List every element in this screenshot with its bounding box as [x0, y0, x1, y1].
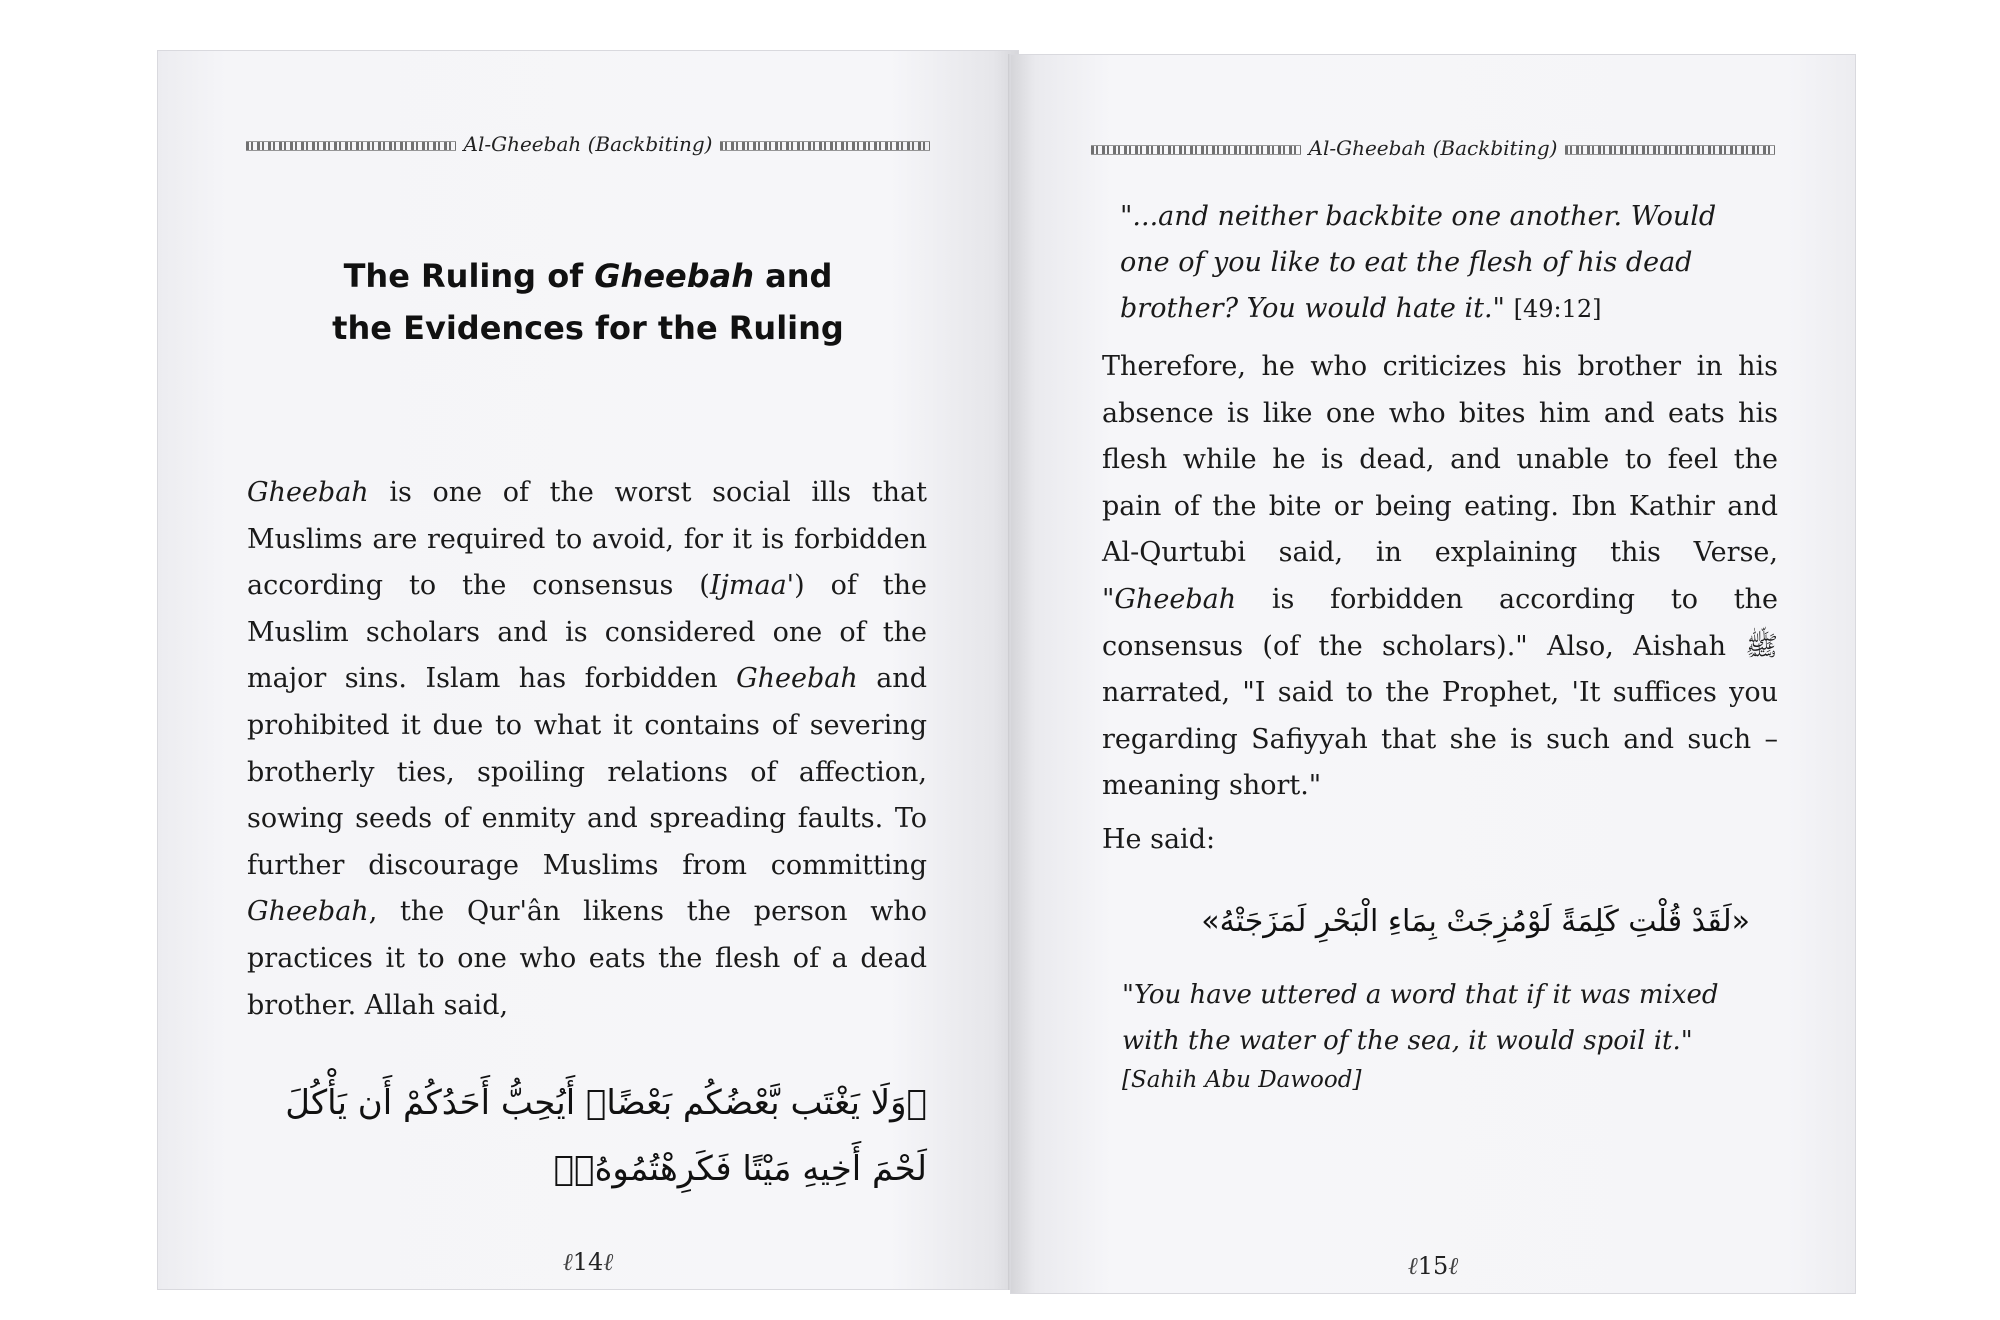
title-line-2: the Evidences for the Ruling [332, 309, 844, 347]
ornament-divider [1565, 145, 1775, 155]
he-said-label: He said: [1102, 824, 1216, 855]
hadith-source: [Sahih Abu Dawood] [1122, 1067, 1362, 1093]
right-body-paragraph: Therefore, he who criticizes his brother in his absence is like one who bites him and eats his flesh while he is dead, and unable to feel the pain of the bite or being eating. Ibn Kathir and Al-Qurtubi said, in explaining this Verse, "Gheebah is forbidden according to the consensus (of the scholars)." Also, Aishah ﷺ narrated, "I said to the Prophet, 'It suffices you regarding Safiyyah that she is such and such – meaning short." [1102, 351, 1778, 802]
running-head-right: Al-Gheebah (Backbiting) [1010, 136, 1856, 160]
folio-swash-icon: ℓ [1407, 1252, 1418, 1280]
ornament-divider [246, 141, 456, 151]
chapter-title [157, 250, 1019, 354]
verse-reference: [49:12] [1513, 295, 1602, 323]
quran-translation-quote: "...and neither backbite one another. Would one of you like to eat the flesh of his dead brother? You would hate it." [49:12] [1120, 201, 1717, 324]
hadith-translation: "You have uttered a word that if it was mixed with the water of the sea, it would spoil it." [1122, 980, 1719, 1056]
page-number-left: ℓ14ℓ [562, 1248, 614, 1276]
folio-swash-icon: ℓ [603, 1248, 614, 1276]
right-page [1010, 54, 1856, 1294]
ornament-divider [1091, 145, 1301, 155]
quran-arabic-verse [247, 1070, 927, 1202]
left-page [157, 50, 1019, 1290]
title-line-1: The Ruling of Gheebah and [343, 257, 833, 295]
page-number-right: ℓ15ℓ [1407, 1252, 1459, 1280]
arabic-line-2: لَحْمَ أَخِيهِ مَيْتًا فَكَرِهْتُمُوهُۚ﴾ [553, 1149, 927, 1189]
running-head-left: Al-Gheebah (Backbiting) [157, 132, 1019, 156]
left-body-paragraph: Gheebah is one of the worst social ills that Muslims are required to avoid, for it is forbidden according to the consensus (Ijmaa') of the Muslim scholars and is considered one of the major sins. Islam has forbidden Gheebah and prohibited it due to what it contains of severing brotherly ties, spoiling relations of affection, sowing seeds of enmity and spreading faults. To further discourage Muslims from committing Gheebah, the Qur'ân likens the person who practices it to one who eats the flesh of a dead brother. Allah said, [247, 477, 928, 1021]
hadith-arabic: «لَقَدْ قُلْتِ كَلِمَةً لَوْمُزِجَتْ بِمَاءِ الْبَحْرِ لَمَزَجَتْهُ» [1201, 904, 1750, 939]
arabic-line-1: ﴿وَلَا يَغْتَب بَّعْضُكُم بَعْضًاۚ أَيُحِبُّ أَحَدُكُمْ أَن يَأْكُلَ [285, 1083, 927, 1123]
folio-swash-icon: ℓ [562, 1248, 573, 1276]
ornament-divider [720, 141, 930, 151]
folio-swash-icon: ℓ [1448, 1252, 1459, 1280]
